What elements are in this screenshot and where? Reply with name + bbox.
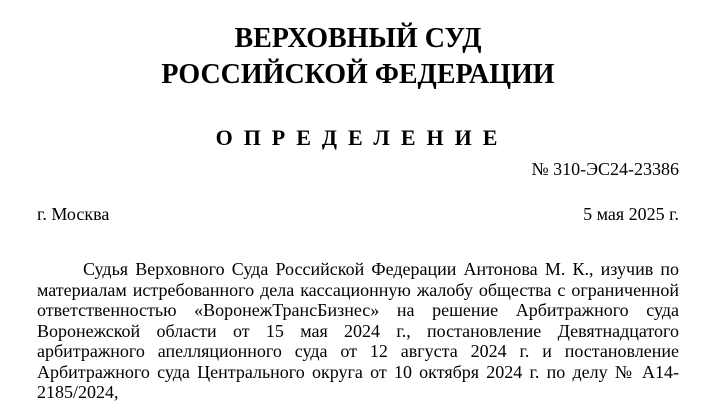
document-type: ОПРЕДЕЛЕНИЕ (215, 125, 509, 150)
city: г. Москва (37, 204, 110, 224)
court-name (0, 21, 716, 93)
court-name-line-1: ВЕРХОВНЫЙ СУД (234, 23, 482, 54)
court-name-line-2: РОССИЙСКОЙ ФЕДЕРАЦИИ (161, 59, 555, 90)
case-number: № 310-ЭС24-23386 (531, 159, 679, 179)
document-date: 5 мая 2025 г. (583, 204, 679, 224)
body-paragraph: Судья Верховного Суда Российской Федерации Антонова М. К., изучив по материалам истребованного дела кассационную жалобу общества с ограниченной ответственностью «ВоронежТрансБизнес» на решение Арбитражного суда Воронежской области от 15 мая 2024 г., постановление Девятнадцатого арбитражного апелляционного суда от 12 августа 2024 г. и постановление Арбитражного суда Центрального округа от 10 октября 2024 г. по делу № А14-2185/2024, (37, 259, 679, 402)
